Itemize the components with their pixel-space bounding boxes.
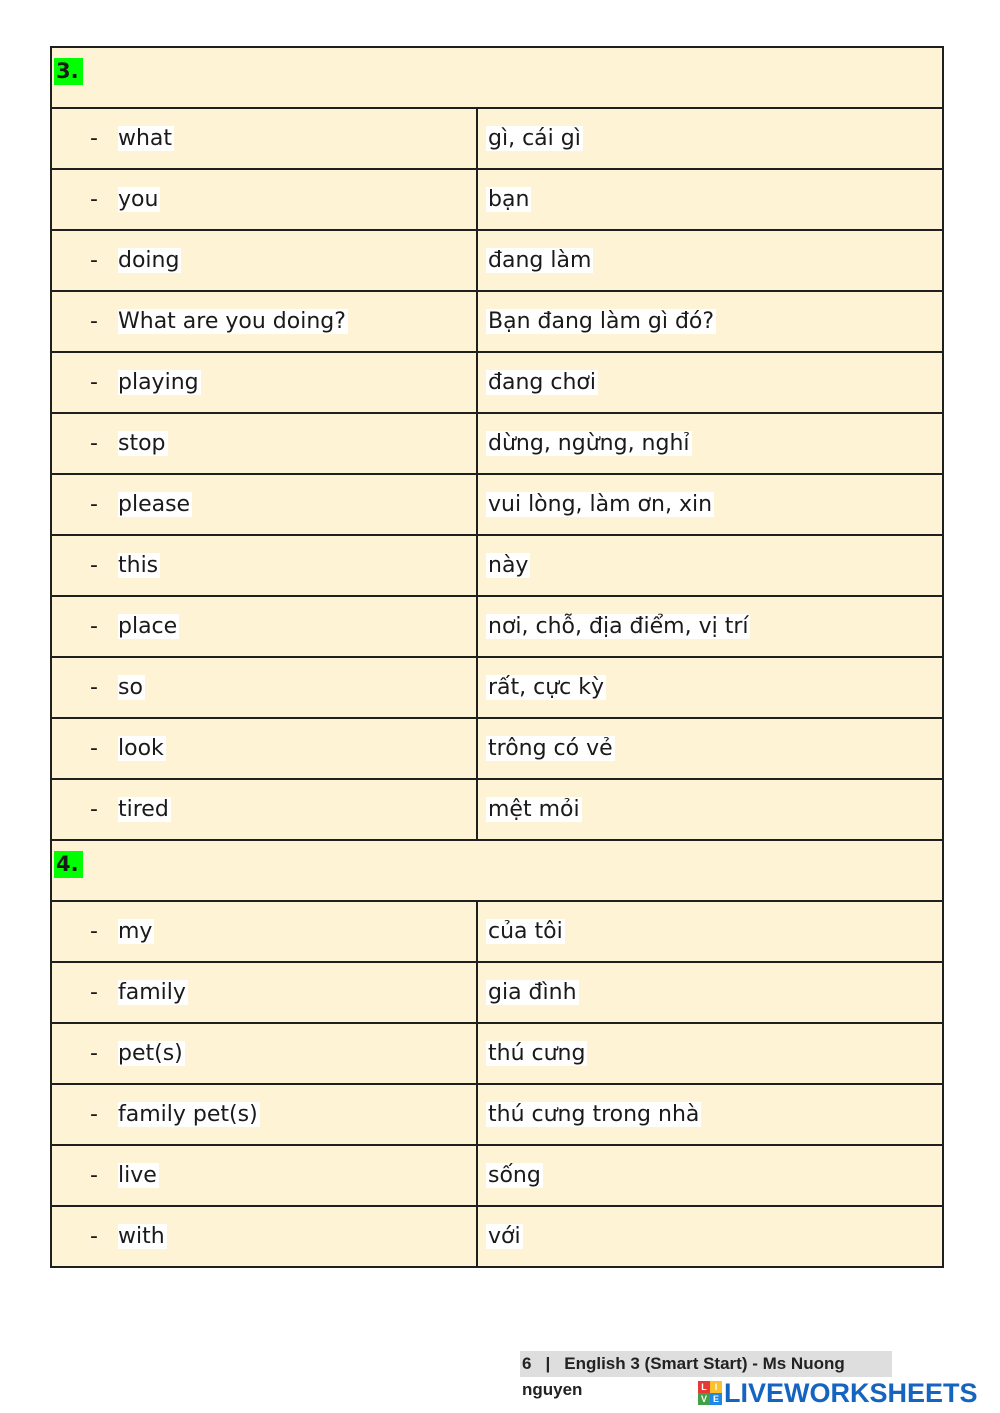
bullet-dash: - <box>90 919 98 944</box>
liveworksheets-logo <box>698 1378 978 1408</box>
meaning-cell <box>477 108 943 169</box>
bullet-dash: - <box>90 614 98 639</box>
vietnamese-meaning: nơi, chỗ, địa điểm, vị trí <box>488 614 749 639</box>
meaning-cell <box>477 230 943 291</box>
english-word: doing <box>118 248 180 273</box>
english-word: so <box>118 675 143 700</box>
vietnamese-meaning: thú cưng <box>488 1041 586 1066</box>
bullet-dash: - <box>90 1224 98 1249</box>
vietnamese-meaning: này <box>488 553 529 578</box>
bullet-dash: - <box>90 980 98 1005</box>
word-cell <box>51 1084 477 1145</box>
english-word: place <box>118 614 178 639</box>
page-number: 6 <box>522 1354 532 1373</box>
vocab-row <box>51 169 943 230</box>
word-cell <box>51 291 477 352</box>
word-cell <box>51 962 477 1023</box>
section-number: 4. <box>54 851 83 878</box>
meaning-cell <box>477 718 943 779</box>
word-cell <box>51 901 477 962</box>
bullet-dash: - <box>90 370 98 395</box>
meaning-cell <box>477 596 943 657</box>
brand-name: LIVEWORKSHEETS <box>724 1377 978 1408</box>
english-word: family <box>118 980 186 1005</box>
bullet-dash: - <box>90 126 98 151</box>
logo-letter-l: L <box>698 1381 710 1393</box>
vietnamese-meaning: Bạn đang làm gì đó? <box>488 309 715 334</box>
bullet-dash: - <box>90 1041 98 1066</box>
vocab-row <box>51 901 943 962</box>
word-cell <box>51 1023 477 1084</box>
logo-letter-v: V <box>698 1393 710 1405</box>
word-cell <box>51 474 477 535</box>
english-word: playing <box>118 370 199 395</box>
page-footer <box>520 1351 892 1399</box>
vietnamese-meaning: mệt mỏi <box>488 797 580 822</box>
english-word: tired <box>118 797 169 822</box>
vietnamese-meaning: thú cưng trong nhà <box>488 1102 700 1127</box>
vietnamese-meaning: dừng, ngừng, nghỉ <box>488 431 690 456</box>
vocab-row <box>51 352 943 413</box>
english-word: what <box>118 126 173 151</box>
vocab-row <box>51 1023 943 1084</box>
meaning-cell <box>477 1023 943 1084</box>
footer-title: English 3 (Smart Start) - Ms Nuong nguyen <box>522 1354 845 1399</box>
bullet-dash: - <box>90 797 98 822</box>
english-word: What are you doing? <box>118 309 346 334</box>
vietnamese-meaning: vui lòng, làm ơn, xin <box>488 492 713 517</box>
meaning-cell <box>477 779 943 840</box>
bullet-dash: - <box>90 1163 98 1188</box>
word-cell <box>51 1145 477 1206</box>
vietnamese-meaning: đang làm <box>488 248 592 273</box>
logo-letter-i: I <box>710 1381 722 1393</box>
bullet-dash: - <box>90 248 98 273</box>
bullet-dash: - <box>90 492 98 517</box>
bullet-dash: - <box>90 187 98 212</box>
vocab-row <box>51 535 943 596</box>
english-word: stop <box>118 431 166 456</box>
vocab-row <box>51 1145 943 1206</box>
meaning-cell <box>477 901 943 962</box>
vietnamese-meaning: của tôi <box>488 919 563 944</box>
word-cell <box>51 413 477 474</box>
english-word: look <box>118 736 164 761</box>
word-cell <box>51 596 477 657</box>
vocab-row <box>51 230 943 291</box>
word-cell <box>51 657 477 718</box>
word-cell <box>51 230 477 291</box>
word-cell <box>51 169 477 230</box>
vietnamese-meaning: với <box>488 1224 521 1249</box>
english-word: with <box>118 1224 165 1249</box>
vietnamese-meaning: đang chơi <box>488 370 596 395</box>
vocabulary-table <box>50 46 944 1268</box>
english-word: this <box>118 553 159 578</box>
section-header-row <box>51 47 943 108</box>
english-word: you <box>118 187 159 212</box>
vocabulary-table-body <box>51 47 943 1267</box>
word-cell <box>51 718 477 779</box>
meaning-cell <box>477 657 943 718</box>
meaning-cell <box>477 1145 943 1206</box>
footer-separator: | <box>545 1354 551 1373</box>
section-number: 3. <box>54 58 83 85</box>
word-cell <box>51 779 477 840</box>
vietnamese-meaning: bạn <box>488 187 530 212</box>
word-cell <box>51 535 477 596</box>
word-cell <box>51 1206 477 1267</box>
meaning-cell <box>477 1206 943 1267</box>
liveworksheets-logo-icon <box>698 1381 722 1405</box>
meaning-cell <box>477 1084 943 1145</box>
section-header-cell <box>51 840 943 901</box>
meaning-cell <box>477 413 943 474</box>
bullet-dash: - <box>90 1102 98 1127</box>
section-header-row <box>51 840 943 901</box>
english-word: live <box>118 1163 157 1188</box>
meaning-cell <box>477 535 943 596</box>
vietnamese-meaning: trông có vẻ <box>488 736 613 761</box>
vocab-row <box>51 962 943 1023</box>
bullet-dash: - <box>90 431 98 456</box>
vocab-row <box>51 596 943 657</box>
vocab-row <box>51 413 943 474</box>
vietnamese-meaning: gì, cái gì <box>488 126 581 151</box>
vocab-row <box>51 1206 943 1267</box>
vietnamese-meaning: sống <box>488 1163 541 1188</box>
word-cell <box>51 108 477 169</box>
english-word: pet(s) <box>118 1041 183 1066</box>
meaning-cell <box>477 962 943 1023</box>
bullet-dash: - <box>90 736 98 761</box>
bullet-dash: - <box>90 553 98 578</box>
meaning-cell <box>477 169 943 230</box>
vocab-row <box>51 657 943 718</box>
meaning-cell <box>477 352 943 413</box>
vocab-row <box>51 718 943 779</box>
meaning-cell <box>477 474 943 535</box>
logo-letter-e: E <box>710 1393 722 1405</box>
bullet-dash: - <box>90 675 98 700</box>
vietnamese-meaning: rất, cực kỳ <box>488 675 605 700</box>
vocab-row <box>51 1084 943 1145</box>
english-word: family pet(s) <box>118 1102 258 1127</box>
bullet-dash: - <box>90 309 98 334</box>
english-word: please <box>118 492 191 517</box>
vietnamese-meaning: gia đình <box>488 980 577 1005</box>
vocab-row <box>51 108 943 169</box>
section-header-cell <box>51 47 943 108</box>
meaning-cell <box>477 291 943 352</box>
vocab-row <box>51 291 943 352</box>
vocab-row <box>51 779 943 840</box>
english-word: my <box>118 919 153 944</box>
vocab-row <box>51 474 943 535</box>
word-cell <box>51 352 477 413</box>
